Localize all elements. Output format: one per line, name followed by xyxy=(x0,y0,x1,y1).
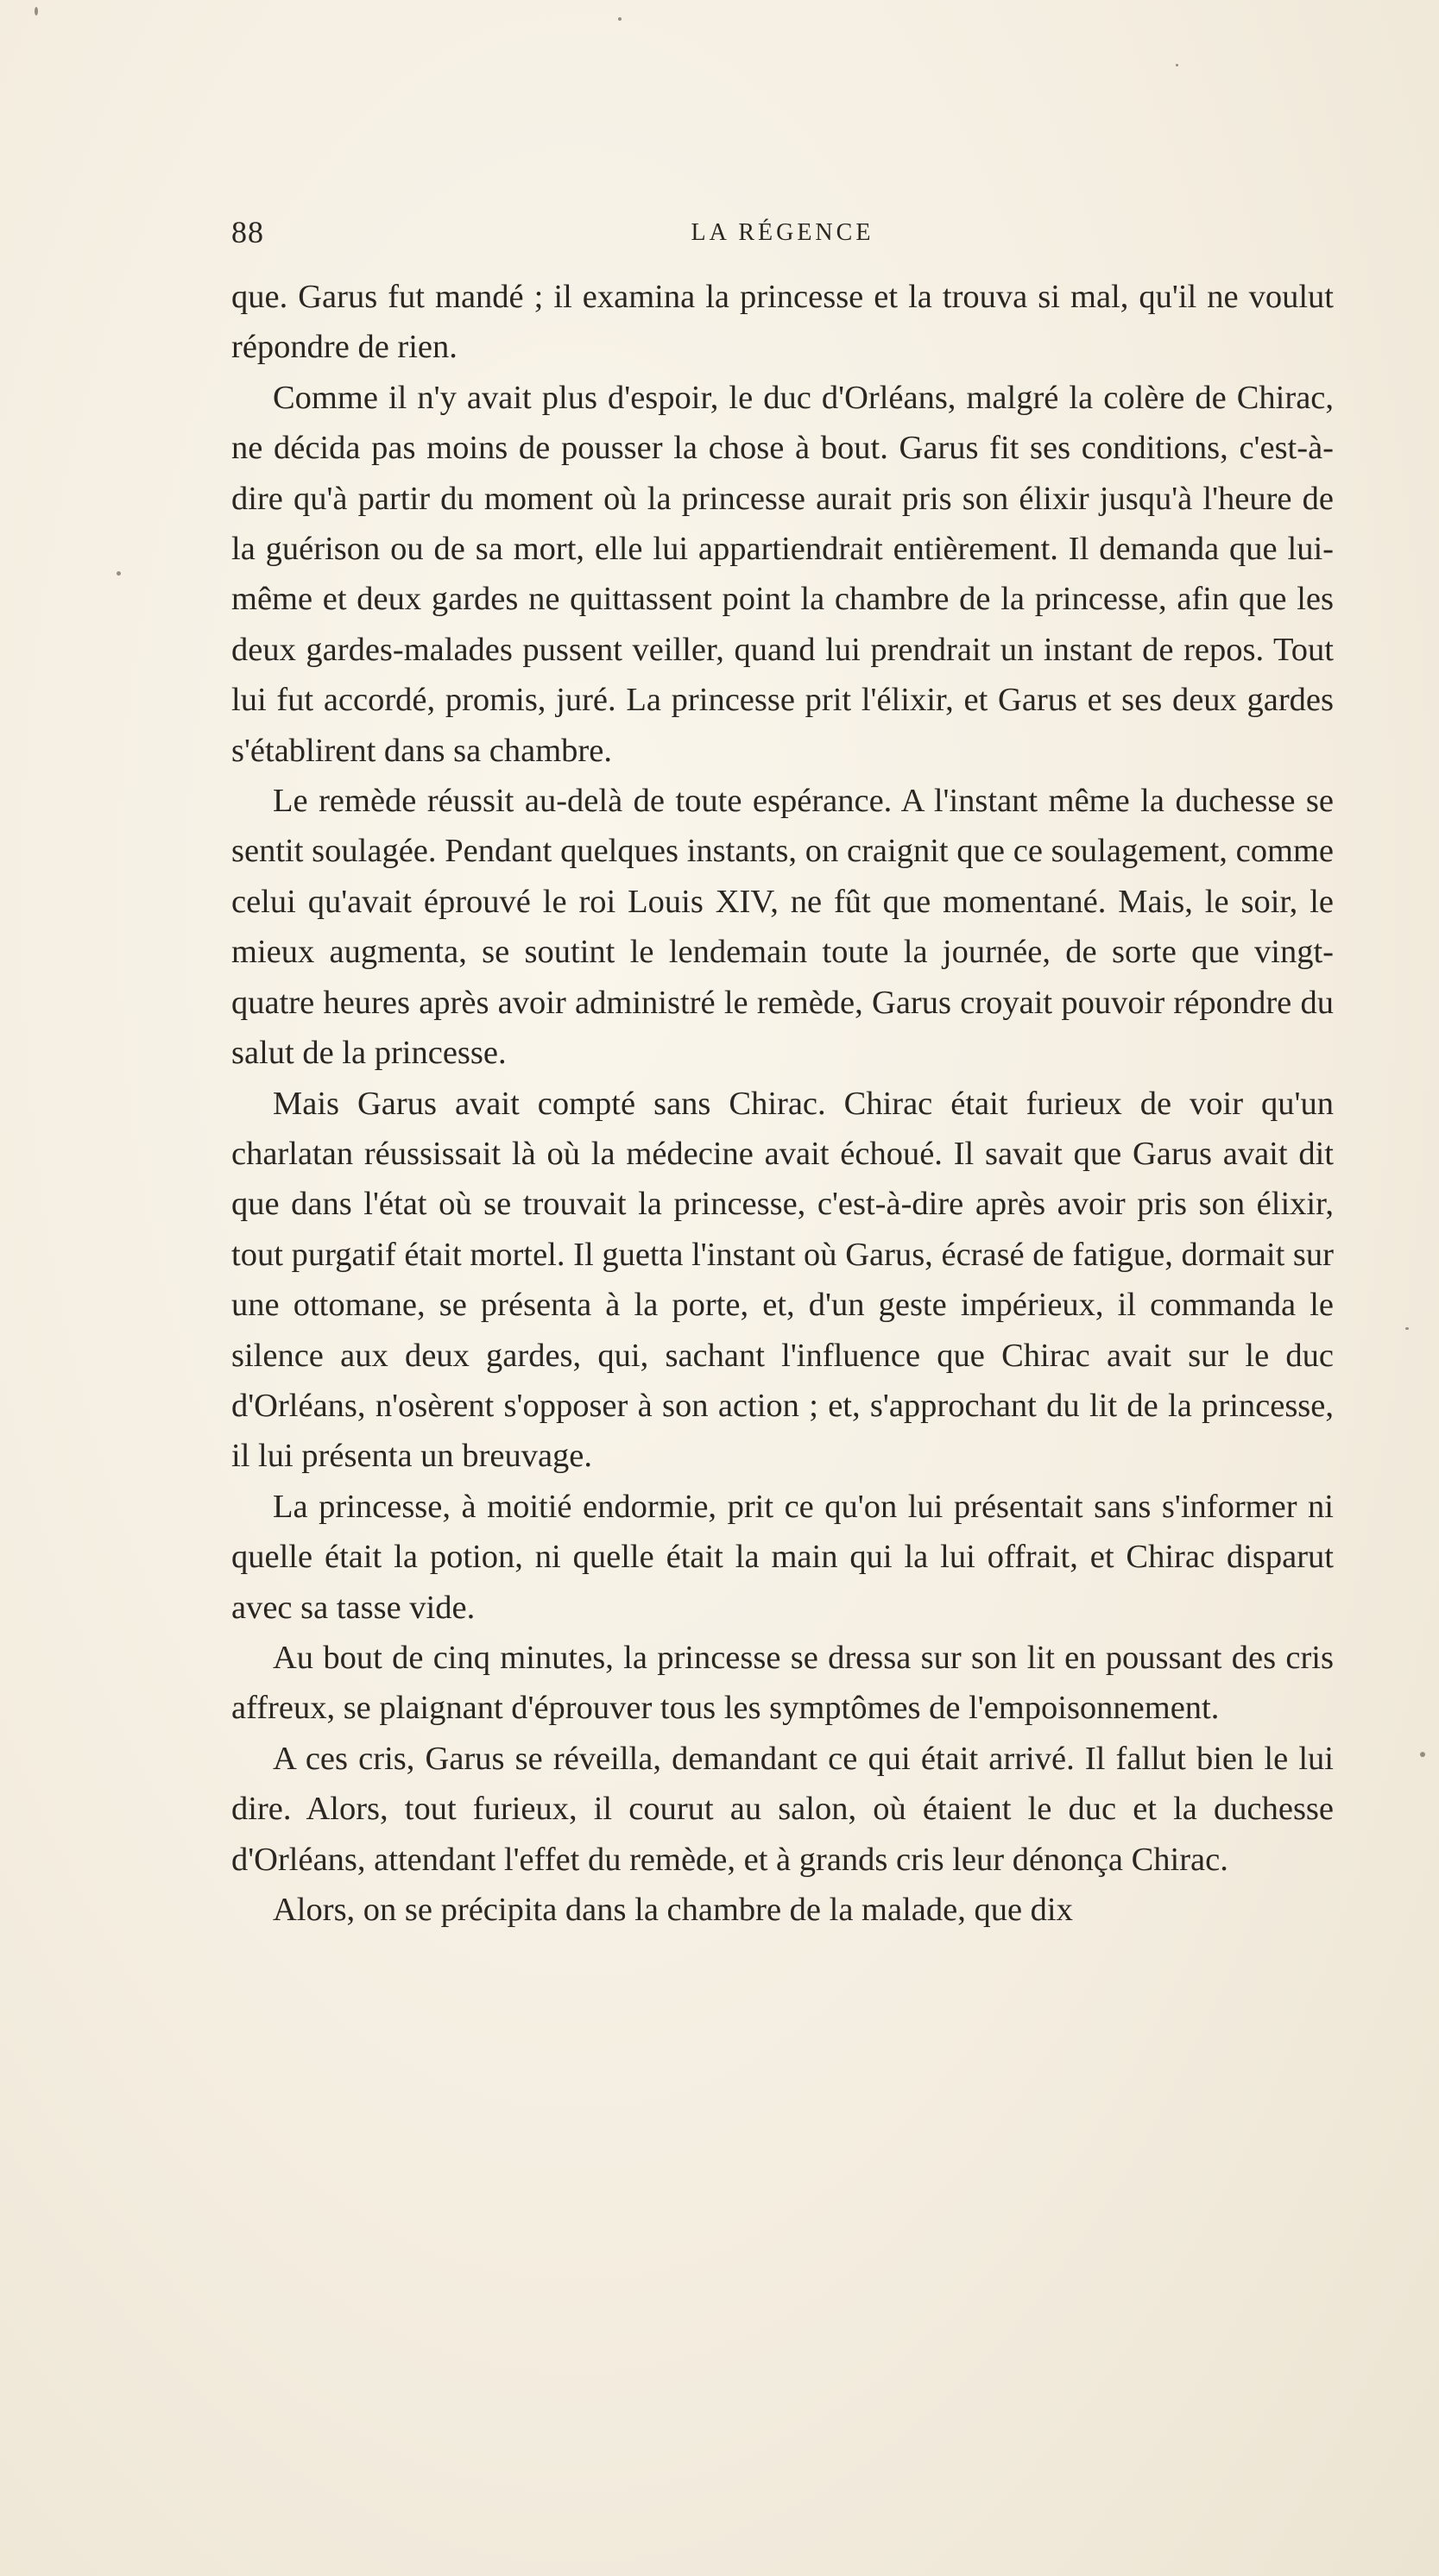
paragraph: Comme il n'y avait plus d'espoir, le duc d'Orléans, malgré la colère de Chirac, ne décida pas moins de pousser la chose à bout. Garus fit ses conditions, c'est-à-dire qu'à partir du moment où la princesse aurait pris son élixir jusqu'à l'heure de la guérison ou de sa mort, elle lui appartiendrait entièrement. Il demanda que lui-même et deux gardes ne quittassent point la chambre de la princesse, afin que les deux gardes-malades pussent veiller, quand lui prendrait un instant de repos. Tout lui fut accordé, promis, juré. La princesse prit l'élixir, et Garus et ses deux gardes s'établirent dans sa chambre. xyxy=(231,379,1334,769)
paragraph: que. Garus fut mandé ; il examina la princesse et la trouva si mal, qu'il ne voulut répondre de rien. xyxy=(231,279,1334,366)
paragraph: Mais Garus avait compté sans Chirac. Chirac était furieux de voir qu'un charlatan réussissait là où la médecine avait échoué. Il savait que Garus avait dit que dans l'état où se trouvait la princesse, c'est-à-dire après avoir pris son élixir, tout purgatif était mortel. Il guetta l'instant où Garus, écrasé de fatigue, dormait sur une ottomane, se présenta à la porte, et, d'un geste impérieux, il commanda le silence aux deux gardes, qui, sachant l'influence que Chirac avait sur le duc d'Orléans, n'osèrent s'opposer à son action ; et, s'approchant du lit de la princesse, il lui présenta un breuvage. xyxy=(231,1085,1334,1475)
paragraph: Le remède réussit au-delà de toute espérance. A l'instant même la duchesse se sentit soulagée. Pendant quelques instants, on craignit que ce soulagement, comme celui qu'avait éprouvé le roi Louis XIV, ne fût que momentané. Mais, le soir, le mieux augmenta, se soutint le lendemain toute la journée, de sorte que vingt-quatre heures après avoir administré le remède, Garus croyait pouvoir répondre du salut de la princesse. xyxy=(231,783,1334,1072)
paragraph: La princesse, à moitié endormie, prit ce qu'on lui présentait sans s'informer ni quelle était la potion, ni quelle était la main qui la lui offrait, et Chirac disparut avec sa tasse vide. xyxy=(231,1488,1334,1626)
paper-speck xyxy=(1176,64,1178,66)
paper-speck xyxy=(1420,1752,1425,1757)
running-title: LA RÉGENCE xyxy=(691,219,874,246)
page-number: 88 xyxy=(231,215,264,249)
body-text xyxy=(231,272,1334,1935)
paper-speck xyxy=(117,571,121,576)
paper-speck xyxy=(618,17,622,21)
paragraph: A ces cris, Garus se réveilla, demandant ce qui était arrivé. Il fallut bien le lui dire. Alors, tout furieux, il courut au salon, où étaient le duc et la duchesse d'Orléans, attendant l'effet du remède, et à grands cris leur dénonça Chirac. xyxy=(231,1740,1334,1878)
paper-speck xyxy=(1405,1327,1409,1330)
paragraph: Alors, on se précipita dans la chambre de la malade, que dix xyxy=(273,1892,1073,1928)
paper-speck xyxy=(35,7,38,16)
page-header xyxy=(231,214,1334,252)
paragraph: Au bout de cinq minutes, la princesse se dressa sur son lit en poussant des cris affreux, se plaignant d'éprouver tous les symptômes de l'empoisonnement. xyxy=(231,1639,1334,1727)
